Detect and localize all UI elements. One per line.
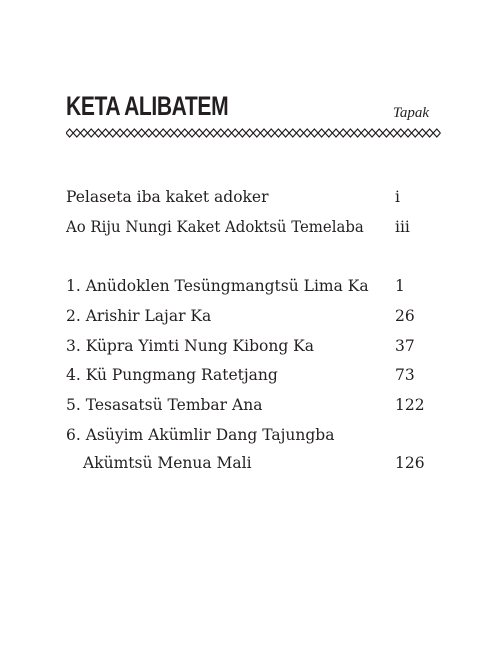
toc-entry-title: Akümtsü Menua Mali [83, 454, 252, 472]
toc-entry-title: 2. Arishir Lajar Ka [66, 307, 212, 325]
toc-entry-chapter-3 [66, 334, 446, 358]
toc-entry-page: i [395, 188, 400, 206]
toc-entry-title: 6. Asüyim Akümlir Dang Tajungba [66, 426, 335, 444]
toc-entry-title: Ao Riju Nungi Kaket Adoktsü Temelaba [66, 218, 364, 236]
toc-entry-preface [66, 185, 446, 209]
toc-entry-page: 26 [395, 307, 415, 325]
toc-entry-title: 5. Tesasatsü Tembar Ana [66, 396, 263, 414]
toc-entry-chapter-1 [66, 274, 446, 298]
toc-entry-page: 122 [395, 396, 425, 414]
toc-entry-chapter-4 [66, 363, 446, 387]
divider-zigzag-line [66, 133, 440, 137]
toc-entry-title: 3. Küpra Yimti Nung Kibong Ka [66, 337, 314, 355]
decorative-divider [66, 128, 443, 138]
toc-entry-title: 4. Kü Pungmang Ratetjang [66, 366, 278, 384]
toc-entry-chapter-6 [66, 423, 446, 447]
toc-entry-introduction [66, 215, 446, 239]
toc-entry-chapter-6-continued [66, 451, 446, 475]
toc-entry-page: 73 [395, 366, 415, 384]
toc-entry-chapter-2 [66, 304, 446, 328]
toc-entry-page: 126 [395, 454, 425, 472]
toc-entry-page: 37 [395, 337, 415, 355]
toc-entry-title: Pelaseta iba kaket adoker [66, 188, 269, 206]
toc-entry-page: 1 [395, 277, 405, 295]
toc-entry-page: iii [395, 218, 410, 236]
page-title: KETA ALIBATEM [66, 91, 229, 121]
page-column-label: Tapak [392, 105, 429, 121]
toc-entry-chapter-5 [66, 393, 446, 417]
toc-entry-title: 1. Anüdoklen Tesüngmangtsü Lima Ka [66, 277, 369, 295]
